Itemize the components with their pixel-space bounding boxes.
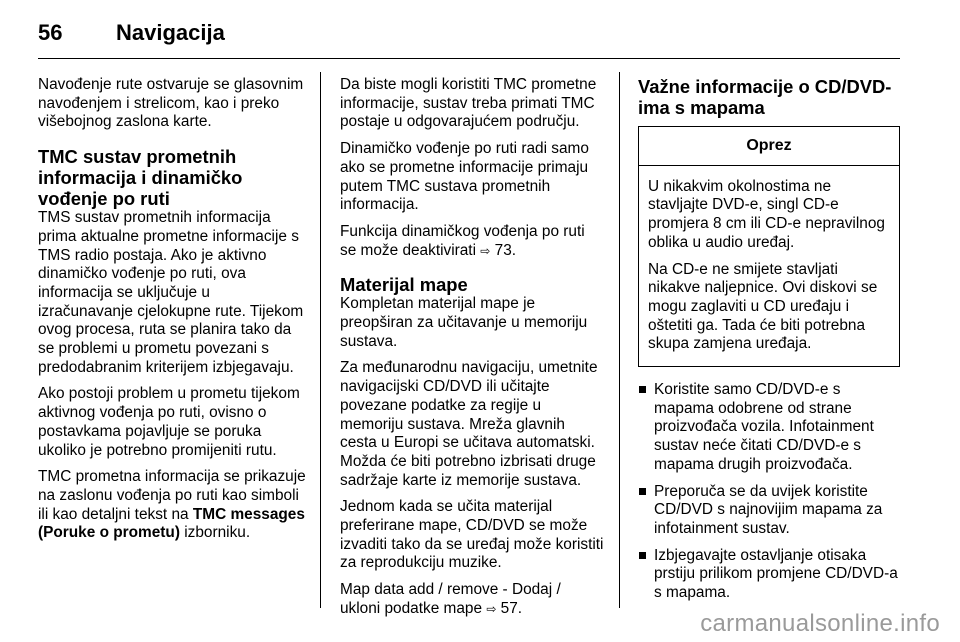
bullet-square-icon — [639, 488, 646, 495]
list-item: Preporuča se da uvijek koristite CD/DVD s najnovijim mapama za infotainment sustav. — [638, 483, 900, 539]
intro-paragraph: Navođenje rute ostvaruje se glasovnim navođenjem i strelicom, kao i preko višebojnog zaslona karte. — [38, 76, 304, 131]
bullet-square-icon — [639, 386, 646, 393]
column-divider-1 — [320, 72, 321, 608]
bullet-list — [638, 381, 900, 603]
column-divider-2 — [619, 72, 620, 608]
tmc-paragraph-2: Ako postoji problem u prometu tijekom aktivnog vođenja po ruti, ovisno o postavkama pojavljuje se poruka ukoliko je potrebno promijeniti rutu. — [38, 385, 300, 459]
caution-box — [638, 126, 900, 367]
tmc-messages-menu-label: TMC messages (Poruke o prometu) — [38, 505, 305, 542]
column-2 — [340, 76, 605, 627]
page-number: 56 — [38, 20, 63, 45]
tmc-paragraph-3: TMC prometna informacija se prikazuje na zaslonu vođenja po ruti kao simboli ili kao detaljni tekst na TMC messages (Poruke o prometu) izborniku. — [38, 468, 306, 542]
caution-paragraph-2: Na CD-e ne smijete stavljati nikakve naljepnice. Ovi diskovi se mogu zaglaviti u CD uređaju i oštetiti ga. Tada će biti potrebna skupa zamjena uređaja. — [648, 260, 878, 353]
tmc-paragraph-5: Dinamičko vođenje po ruti radi samo ako se prometne informacije primaju putem TMC sustava prometnih informacija. — [340, 140, 589, 214]
map-paragraph-4: Map data add / remove - Dodaj / ukloni podatke mape ⇨ 57. — [340, 581, 561, 617]
tmc-paragraph-4: Da biste mogli koristiti TMC prometne informacije, sustav treba primati TMC postaje u odgovarajućem području. — [340, 76, 597, 131]
header-rule — [38, 58, 900, 59]
list-item: Izbjegavajte ostavljanje otisaka prstiju prilikom promjene CD/DVD-a s mapama. — [638, 547, 900, 603]
section-heading-map-material: Materijal mape — [340, 274, 468, 296]
section-heading-cd-dvd: Važne informacije o CD/DVD-ima s mapama — [638, 76, 892, 118]
column-1 — [38, 76, 308, 551]
page-reference: 57. — [500, 599, 523, 617]
caution-body — [639, 166, 899, 366]
page-ref-arrow-icon: ⇨ — [480, 243, 491, 258]
bullet-square-icon — [639, 552, 646, 559]
map-paragraph-3: Jednom kada se učita materijal preferirane mape, CD/DVD se može izvaditi tako da se uređaj može koristiti za reprodukciju muzike. — [340, 498, 604, 572]
tmc-paragraph-6: Funkcija dinamičkog vođenja po ruti se može deaktivirati ⇨ 73. — [340, 222, 585, 259]
list-item: Koristite samo CD/DVD-e s mapama odobrene od strane proizvođača vozila. Infotainment sustav neće čitati CD/DVD-e s mapama drugih proizvođača. — [638, 381, 900, 475]
map-paragraph-2: Za međunarodnu navigaciju, umetnite navigacijski CD/DVD ili učitajte povezane podatke za regije u memoriju sustava. Mreža glavnih cesta u Europi se učitava automatski. Možda će biti potrebno izbrisati druge sadržaje karte iz memorije sustava. — [340, 359, 598, 489]
section-heading-tmc: TMC sustav prometnih informacija i dinamičko vođenje po ruti — [38, 146, 243, 210]
map-paragraph-1: Kompletan materijal mape je preopširan za učitavanje u memoriju sustava. — [340, 295, 588, 350]
caution-paragraph-1: U nikakvim okolnostima ne stavljajte DVD-e, singl CD-e promjera 8 cm ili CD-e nepravilnog oblika u audio uređaj. — [648, 177, 885, 251]
watermark: carmanualsonline.info — [700, 610, 940, 637]
column-3 — [638, 76, 900, 611]
page-ref-arrow-icon: ⇨ — [486, 601, 497, 616]
caution-title: Oprez — [639, 127, 899, 166]
page-reference: 73. — [494, 241, 517, 259]
tmc-paragraph-1: TMS sustav prometnih informacija prima aktualne prometne informacije s TMS radio postaja. Ako je aktivno dinamičko vođenje po ruti, ova informacija se uključuje u izračunavanje cjelokupne rute. Tijekom ovog procesa, ruta se planira tako da se problemi u prometu povezani s predodabranim kriterijem izbjegavaju. — [38, 209, 304, 376]
page-title: Navigacija — [116, 20, 225, 45]
